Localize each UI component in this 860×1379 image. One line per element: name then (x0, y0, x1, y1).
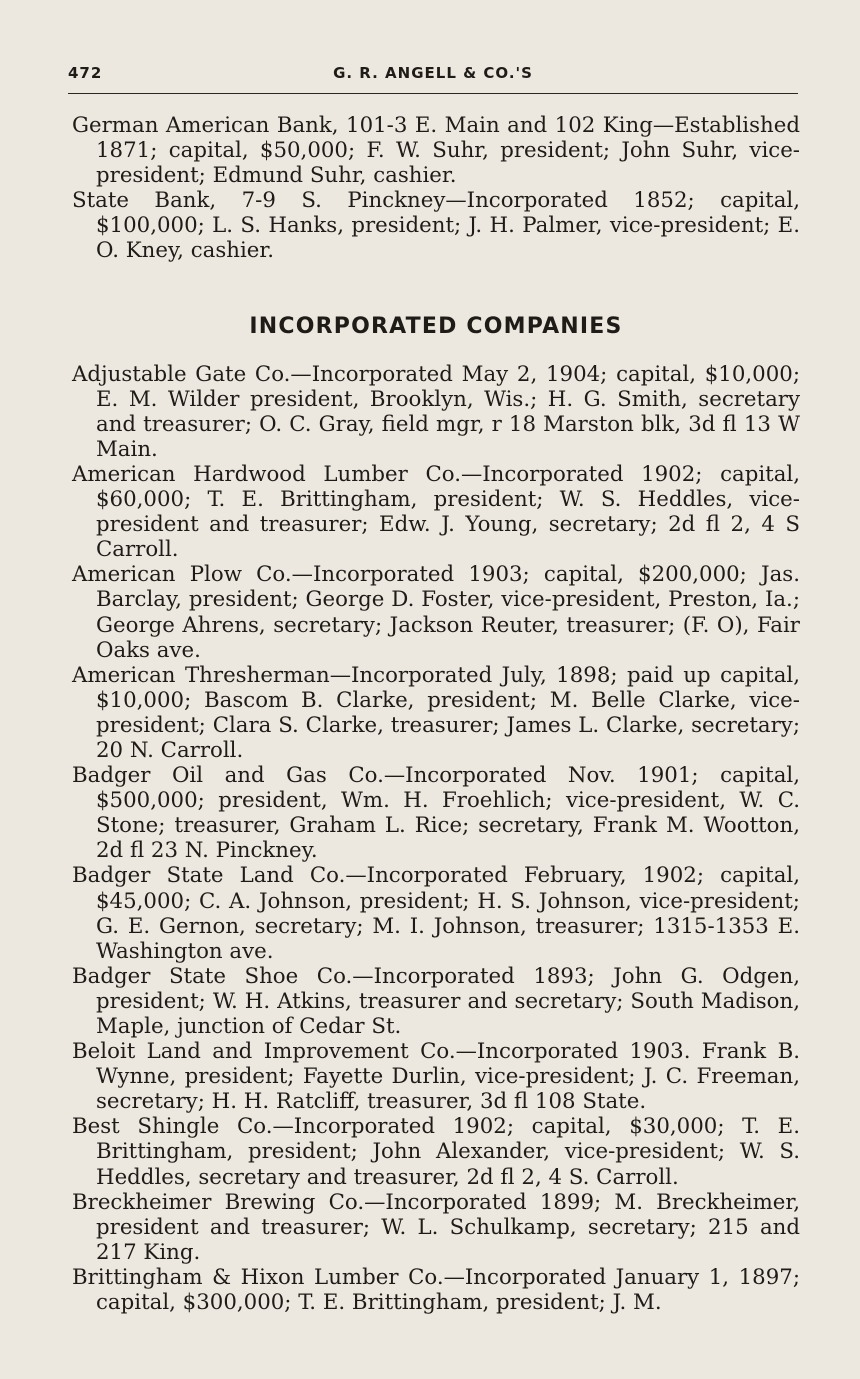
header-rule (68, 93, 798, 94)
company-entry: American Plow Co.—Incorporated 1903; capital, $200,000; Jas. Barclay, president; George D. Foster, vice-president, Preston, Ia.; George Ahrens, secretary; Jackson Reuter, treasurer; (F. O), Fair Oaks ave. (72, 562, 800, 663)
company-entry: Badger State Land Co.—Incorporated February, 1902; capital, $45,000; C. A. Johnson, president; H. S. Johnson, vice-president; G. E. Gernon, secretary; M. I. Johnson, treasurer; 1315-1353 E. Washington ave. (72, 863, 800, 964)
section-heading: INCORPORATED COMPANIES (249, 313, 623, 339)
page-header (68, 60, 798, 88)
page-number: 472 (68, 64, 103, 82)
company-entry: American Thresherman—Incorporated July, 1898; paid up capital, $10,000; Bascom B. Clarke, president; M. Belle Clarke, vice-president; Clara S. Clarke, treasurer; James L. Clarke, secretary; 20 N. Carroll. (72, 662, 800, 763)
company-entry: American Hardwood Lumber Co.—Incorporated 1902; capital, $60,000; T. E. Brittingham, president; W. S. Heddles, vice-president and treasurer; Edw. J. Young, secretary; 2d fl 2, 4 S Carroll. (72, 461, 800, 563)
company-entry: Best Shingle Co.—Incorporated 1902; capital, $30,000; T. E. Brittingham, president; John Alexander, vice-president; W. S. Heddles, secretary and treasurer, 2d fl 2, 4 S. Carroll. (72, 1114, 800, 1190)
running-title: G. R. ANGELL & CO.'S (333, 64, 533, 82)
company-entry: Brittingham & Hixon Lumber Co.—Incorporated January 1, 1897; capital, $300,000; T. E. Brittingham, president; J. M. (72, 1264, 800, 1316)
company-entry: Badger State Shoe Co.—Incorporated 1893; John G. Odgen, president; W. H. Atkins, treasurer and secretary; South Madison, Maple, junction of Cedar St. (72, 963, 800, 1039)
company-entry: Breckheimer Brewing Co.—Incorporated 1899; M. Breckheimer, president and treasurer; W. L. Schulkamp, secretary; 215 and 217 King. (72, 1189, 800, 1265)
bank-entry: German American Bank, 101-3 E. Main and 102 King—Established 1871; capital, $50,000; F. W. Suhr, president; John Suhr, vice-president; Edmund Suhr, cashier. (72, 113, 800, 189)
bank-entry: State Bank, 7-9 S. Pinckney—Incorporated 1852; capital, $100,000; L. S. Hanks, president; J. H. Palmer, vice-president; E. O. Kney, cashier. (72, 188, 800, 264)
company-entry: Badger Oil and Gas Co.—Incorporated Nov. 1901; capital, $500,000; president, Wm. H. Froehlich; vice-president, W. C. Stone; treasurer, Graham L. Rice; secretary, Frank M. Wootton, 2d fl 23 N. Pinckney. (72, 763, 800, 864)
company-entry: Adjustable Gate Co.—Incorporated May 2, 1904; capital, $10,000; E. M. Wilder president, Brooklyn, Wis.; H. G. Smith, secretary and treasurer; O. C. Gray, field mgr, r 18 Marston blk, 3d fl 13 W Main. (72, 361, 800, 462)
page-body (72, 113, 800, 1315)
company-entry: Beloit Land and Improvement Co.—Incorporated 1903. Frank B. Wynne, president; Fayette Durlin, vice-president; J. C. Freeman, secretary; H. H. Ratcliff, treasurer, 3d fl 108 State. (72, 1039, 800, 1115)
